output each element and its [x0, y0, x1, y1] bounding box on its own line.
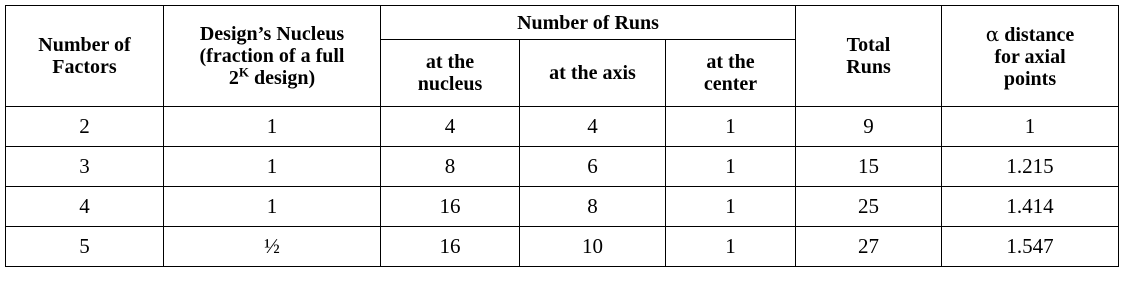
cell-total-runs: 15 [796, 147, 942, 187]
cell-at-axis: 6 [520, 147, 666, 187]
cell-nucleus: ½ [164, 227, 381, 267]
cell-at-nucleus: 16 [381, 187, 520, 227]
cell-at-center: 1 [666, 187, 796, 227]
cell-alpha: 1.215 [942, 147, 1119, 187]
cell-factors: 3 [6, 147, 164, 187]
header-at-the-center: at the center [666, 40, 796, 107]
cell-at-center: 1 [666, 147, 796, 187]
cell-alpha: 1 [942, 107, 1119, 147]
header-at-the-axis: at the axis [520, 40, 666, 107]
design-table [5, 5, 1119, 267]
header-number-of-runs: Number of Runs [381, 6, 796, 40]
cell-nucleus: 1 [164, 187, 381, 227]
cell-total-runs: 25 [796, 187, 942, 227]
header-total-runs: Total Runs [796, 6, 942, 107]
cell-alpha: 1.547 [942, 227, 1119, 267]
cell-factors: 5 [6, 227, 164, 267]
header-designs-nucleus: Design’s Nucleus (fraction of a full $2^K$ design) [164, 6, 381, 107]
cell-total-runs: 27 [796, 227, 942, 267]
alpha-symbol: α [985, 21, 1000, 46]
header-number-of-factors: Number of Factors [6, 6, 164, 107]
header-at-the-nucleus: at the nucleus [381, 40, 520, 107]
cell-at-axis: 10 [520, 227, 666, 267]
header-alpha-distance: α distance for axial points [942, 6, 1119, 107]
cell-alpha: 1.414 [942, 187, 1119, 227]
cell-at-axis: 4 [520, 107, 666, 147]
cell-factors: 2 [6, 107, 164, 147]
cell-at-center: 1 [666, 227, 796, 267]
cell-nucleus: 1 [164, 107, 381, 147]
cell-at-axis: 8 [520, 187, 666, 227]
table-row [6, 107, 1119, 147]
cell-at-nucleus: 8 [381, 147, 520, 187]
cell-at-nucleus: 4 [381, 107, 520, 147]
cell-nucleus: 1 [164, 147, 381, 187]
cell-at-center: 1 [666, 107, 796, 147]
table-row [6, 147, 1119, 187]
cell-factors: 4 [6, 187, 164, 227]
cell-total-runs: 9 [796, 107, 942, 147]
table-row [6, 187, 1119, 227]
cell-at-nucleus: 16 [381, 227, 520, 267]
table-row [6, 227, 1119, 267]
